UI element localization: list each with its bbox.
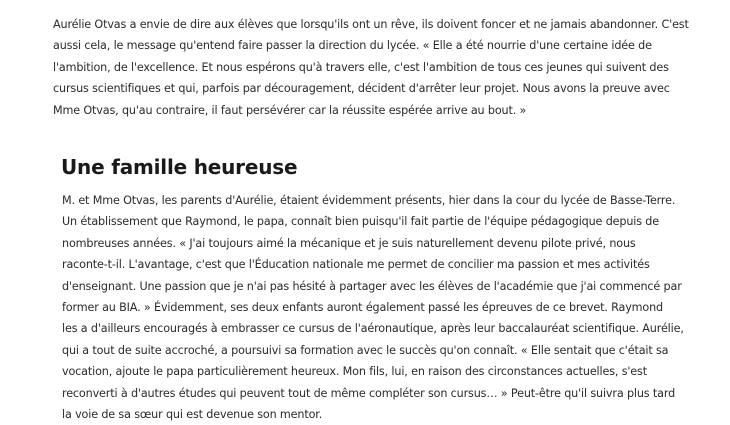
intro-paragraph: [53, 14, 689, 121]
text-line: d'enseignant. Une passion que je n'ai pas hésité à partager avec les élèves de l'académie que j'ai commencé par: [62, 279, 682, 293]
section-paragraph: [62, 190, 684, 425]
text-line: Un établissement que Raymond, le papa, connaît bien puisqu'il fait partie de l'équipe pédagogique depuis de: [62, 215, 659, 229]
text-line: nombreuses années. « J'ai toujours aimé la mécanique et je suis naturellement devenu pilote privé, nous: [62, 236, 636, 250]
text-line: vocation, ajoute le papa particulièrement heureux. Mon fils, lui, en raison des circonstances actuelles, s'est: [62, 365, 647, 379]
text-line: Aurélie Otvas a envie de dire aux élèves que lorsqu'ils ont un rêve, ils doivent foncer et ne jamais abandonner. C'est: [53, 18, 689, 31]
text-line: aussi cela, le message qu'entend faire passer la direction du lycée. « Elle a été nourrie d'une certaine idée de: [53, 39, 652, 53]
section-heading: Une famille heureuse: [61, 155, 298, 179]
text-line: l'ambition, de l'excellence. Et nous espérons qu'à travers elle, c'est l'ambition de tous ces jeunes qui suivent des: [53, 60, 669, 74]
text-line: reconverti à d'autres études qui peuvent tout de même compléter son cursus… » Peut-être qu'il suivra plus tard: [62, 386, 676, 400]
text-line: qui a tout de suite accroché, a poursuivi sa formation avec le succès qu'on connaît. « Elle sentait que c'était sa: [62, 343, 669, 357]
text-line: raconte-t-il. L'avantage, c'est que l'Éducation nationale me permet de concilier ma passion et mes activités: [62, 258, 650, 272]
text-line: cursus scientifiques et qui, parfois par découragement, décident d'arrêter leur projet. Nous avons la preuve avec: [53, 82, 670, 96]
text-line: former au BIA. » Évidemment, ses deux enfants auront également passé les épreuves de ce brevet. Raymond: [62, 301, 664, 315]
text-line: la voie de sa sœur qui est devenue son mentor.: [62, 408, 323, 422]
text-line: M. et Mme Otvas, les parents d'Aurélie, étaient évidemment présents, hier dans la cour du lycée de Basse-Terre.: [62, 194, 676, 207]
text-line: les a d'ailleurs encouragés à embrasser ce cursus de l'aéronautique, après leur baccalauréat scientifique. Aurélie,: [62, 322, 684, 336]
text-line: Mme Otvas, qu'au contraire, il faut persévérer car la réussite espérée arrive au bout. »: [53, 103, 527, 117]
